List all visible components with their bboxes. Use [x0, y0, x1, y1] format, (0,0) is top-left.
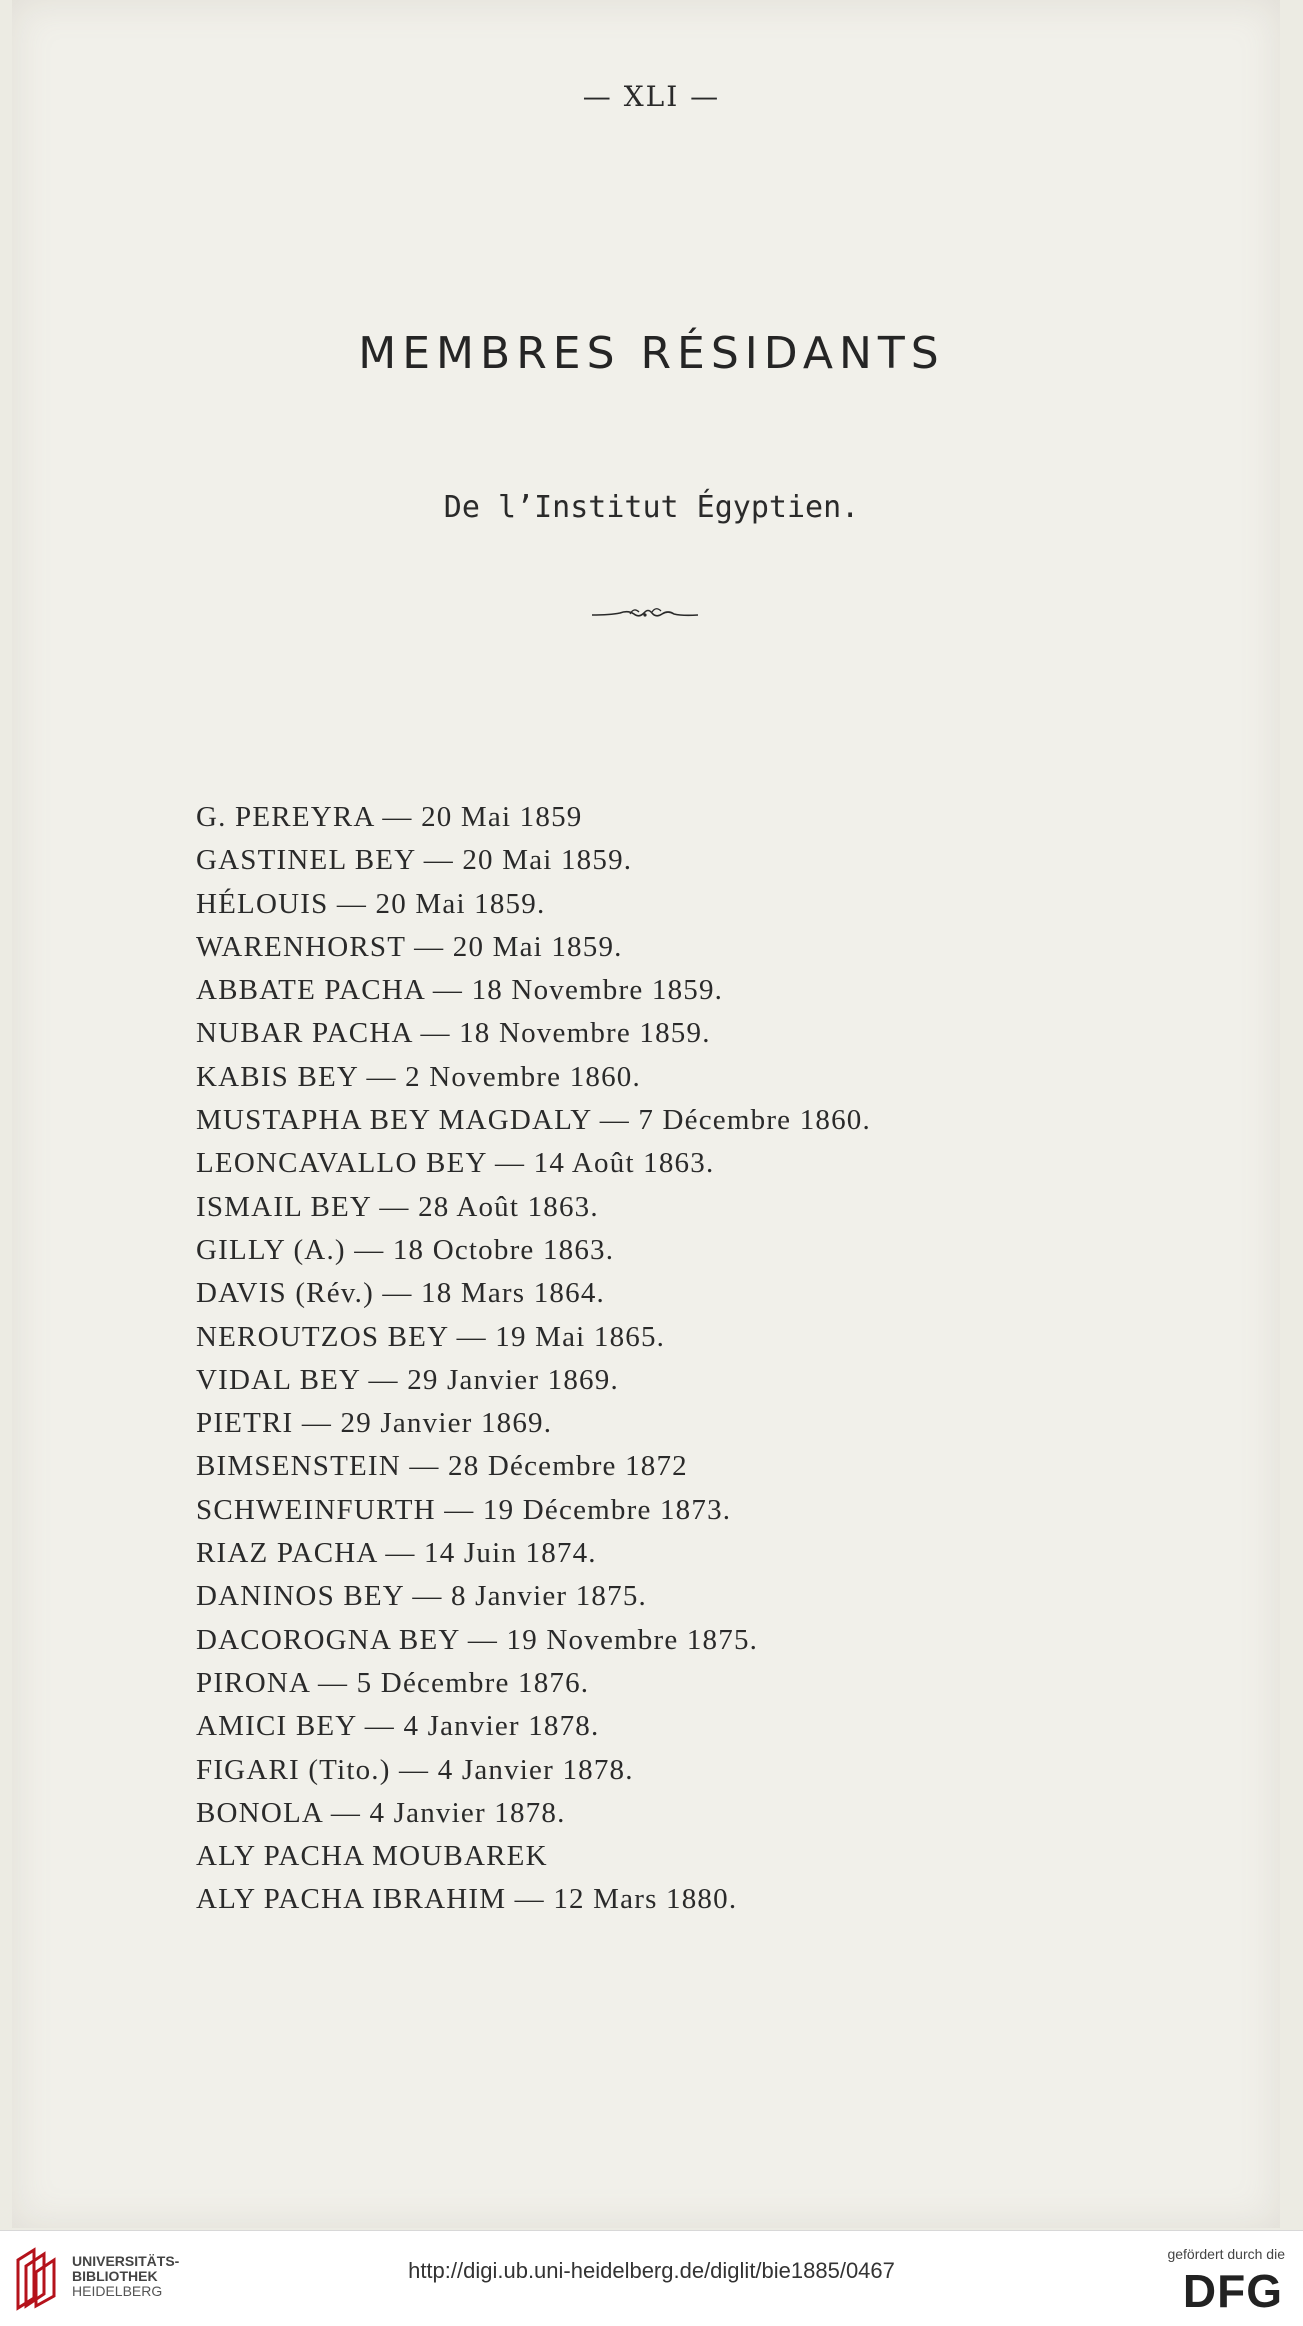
- member-entry: DAVIS (Rév.) — 18 Mars 1864.: [196, 1277, 605, 1310]
- member-entry: AMICI BEY — 4 Janvier 1878.: [196, 1710, 600, 1743]
- member-entry: HÉLOUIS — 20 Mai 1859.: [196, 887, 546, 920]
- member-entry: FIGARI (Tito.) — 4 Janvier 1878.: [196, 1753, 634, 1786]
- member-entry: WARENHORST — 20 Mai 1859.: [196, 930, 623, 963]
- member-entry: GASTINEL BEY — 20 Mai 1859.: [196, 844, 633, 877]
- member-entry: KABIS BEY — 2 Novembre 1860.: [196, 1060, 641, 1093]
- member-entry: DACOROGNA BEY — 19 Novembre 1875.: [196, 1623, 759, 1656]
- member-entry: RIAZ PACHA — 14 Juin 1874.: [196, 1537, 597, 1570]
- member-entry: PIRONA — 5 Décembre 1876.: [196, 1666, 590, 1699]
- footer-divider: [0, 2230, 1303, 2231]
- library-name-line: BIBLIOTHEK: [72, 2268, 158, 2284]
- member-entry: LEONCAVALLO BEY — 14 Août 1863.: [196, 1147, 715, 1180]
- flourish-ornament-icon: [590, 602, 700, 626]
- member-entry: ALY PACHA MOUBAREK: [196, 1840, 548, 1873]
- members-list: [196, 796, 871, 1922]
- library-name-line: HEIDELBERG: [72, 2283, 163, 2299]
- member-entry: G. PEREYRA — 20 Mai 1859: [196, 801, 583, 833]
- member-entry: GILLY (A.) — 18 Octobre 1863.: [196, 1233, 615, 1266]
- page-title: MEMBRES RÉSIDANTS: [358, 328, 945, 379]
- member-entry: NEROUTZOS BEY — 19 Mai 1865.: [196, 1320, 666, 1353]
- member-entry: DANINOS BEY — 8 Janvier 1875.: [196, 1580, 647, 1613]
- member-entry: MUSTAPHA BEY MAGDALY — 7 Décembre 1860.: [196, 1104, 871, 1137]
- library-name-line: UNIVERSITÄTS-: [72, 2253, 180, 2269]
- member-entry: BONOLA — 4 Janvier 1878.: [196, 1796, 566, 1829]
- page-number-header: — XLI —: [582, 80, 721, 113]
- member-entry: VIDAL BEY — 29 Janvier 1869.: [196, 1363, 619, 1396]
- member-entry: PIETRI — 29 Janvier 1869.: [196, 1407, 553, 1440]
- member-entry: SCHWEINFURTH — 19 Décembre 1873.: [196, 1493, 732, 1526]
- member-entry: NUBAR PACHA — 18 Novembre 1859.: [196, 1017, 711, 1050]
- member-entry: ALY PACHA IBRAHIM — 12 Mars 1880.: [196, 1883, 738, 1916]
- permalink-url[interactable]: http://digi.ub.uni-heidelberg.de/diglit/bie1885/0467: [408, 2258, 895, 2283]
- funding-caption: gefördert durch die: [1167, 2246, 1285, 2262]
- member-entry: ABBATE PACHA — 18 Novembre 1859.: [196, 974, 724, 1007]
- page-subtitle: De l’Institut Égyptien.: [443, 490, 860, 525]
- member-entry: ISMAIL BEY — 28 Août 1863.: [196, 1190, 599, 1223]
- dfg-logo[interactable]: DFG: [1182, 2265, 1283, 2317]
- member-entry: BIMSENSTEIN — 28 Décembre 1872: [196, 1450, 688, 1483]
